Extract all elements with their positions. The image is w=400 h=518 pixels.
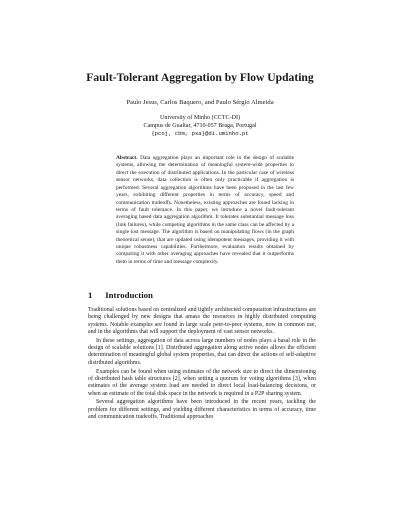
paragraph: Several aggregation algorithms have been introduced in the recent years, tackling the problem for different settings, and yielding different characteristics in terms of accuracy, time and communication tradeoffs. Traditional approaches [88, 399, 316, 420]
affiliation-block [0, 115, 400, 138]
paragraph: In these settings, aggregation of data across large numbers of nodes plays a basal role in the design of scalable solutions [1]. Distributed aggregation along active nodes allows the efficient determination of meaningful global system properties, that can direct the actions of self-adaptive distributed algorithms. [88, 337, 316, 366]
abstract-text: Data aggregation plays an important role in the design of scalable systems, allowing the determination of meaningful system-wide properties to direct the execution of distributed applications. In the particular case of wireless sensor networks, data collection is often only practicable if aggregation is performed. Several aggregation algorithms have been proposed in the last few years, exhibiting different properties in terms of accuracy, speed and communication tradeoffs. Nonetheless, existing approaches are found lacking in terms of fault tolerance. In this paper, we introduce a novel fault-tolerant averaging based data aggregation algorithm. It tolerates substantial message loss (link failures), while competing algorithms in the same class can be affected by a single lost message. The algorithm is based on manipulating flows (in the graph theoretical sense), that are updated using idempotent messages, providing it with unique robustness capabilities. Furthermore, evaluation results obtained by comparing it with other averaging approaches have revealed that it outperforms them in terms of time and message complexity. [116, 155, 294, 265]
abstract-label: Abstract. [116, 155, 138, 161]
affiliation-institution: University of Minho (CCTC-DI) [159, 115, 241, 121]
section-heading [88, 290, 153, 300]
abstract [116, 155, 294, 266]
paper-title: Fault-Tolerant Aggregation by Flow Updating [86, 71, 314, 84]
section-number: 1 [88, 290, 93, 300]
paragraph: Examples can be found when using estimates of the network size to direct the dimensioning of distributed hash table structures [2], when setting a quorum for voting algorithms [3], when estimates of the average system load are needed to direct local load-balancing decisions, or when an estimate of the total disk space in the network is required in a P2P sharing system. [88, 368, 316, 397]
section-title: Introduction [105, 290, 153, 300]
paragraph: Traditional solutions based on centralized and tightly architected computation infrastructures are being challenged by new designs that amass the resources in highly distributed computing systems. Notable examples are found in large scale peer-to-peer systems, now in common use, and in the algorithms that will support the deployment of vast sensor networks. [88, 307, 316, 336]
affiliation-address: Campus de Gualtar, 4710-057 Braga, Portugal [143, 122, 257, 129]
body-text [88, 307, 316, 423]
affiliation-emails: {pcoj, cbm, psa}@di.uminho.pt [151, 130, 249, 137]
author-list: Paulo Jesus, Carlos Baquero, and Paulo Sérgio Almeida [126, 99, 274, 106]
